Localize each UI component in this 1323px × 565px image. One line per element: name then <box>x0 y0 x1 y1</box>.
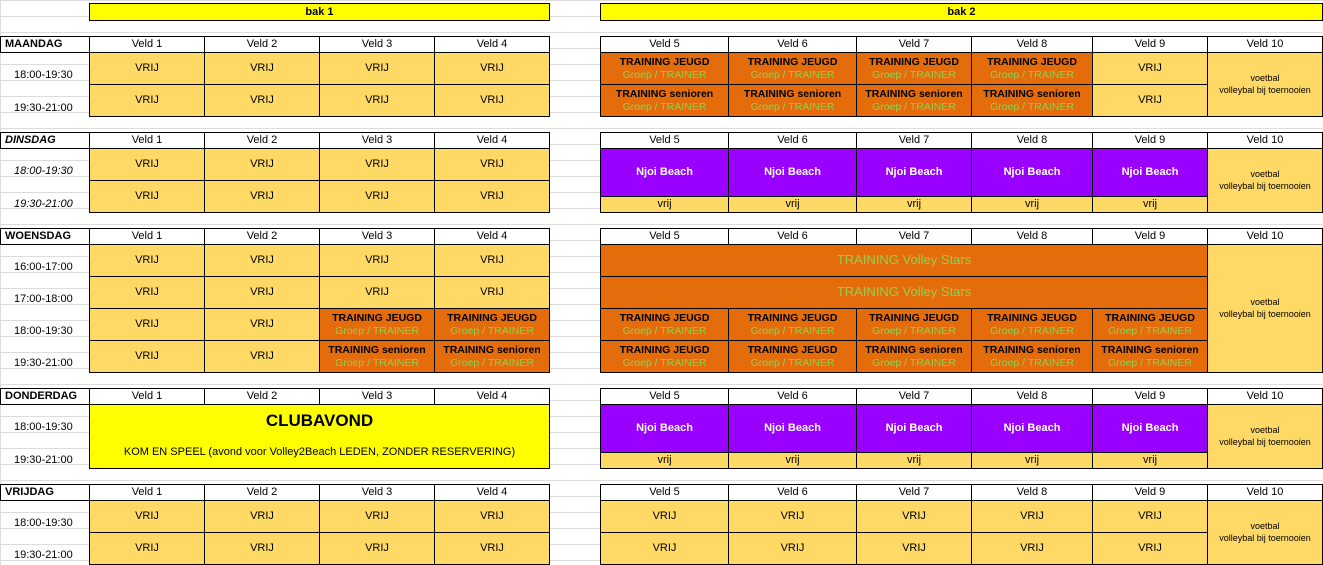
slot-vrij[interactable]: VRIJ <box>204 308 320 341</box>
col-veld2: Veld 2 <box>204 484 320 501</box>
col-veld7: Veld 7 <box>856 36 972 53</box>
slot-vrij[interactable]: vrij <box>971 452 1093 469</box>
slot-vrij[interactable]: vrij <box>971 196 1093 213</box>
time-label: 18:00-19:30 <box>14 165 73 177</box>
slot-vrij[interactable]: VRIJ <box>434 532 550 565</box>
slot-vrij[interactable]: VRIJ <box>1092 84 1208 117</box>
col-veld10: Veld 10 <box>1207 388 1323 405</box>
slot-vrij[interactable]: VRIJ <box>204 532 320 565</box>
slot-njoi-beach[interactable]: Njoi Beach <box>600 404 729 453</box>
slot-vrij[interactable]: VRIJ <box>728 532 857 565</box>
slot-training-senioren[interactable]: TRAINING JEUGD Groep / TRAINER <box>600 340 729 373</box>
day-maandag: MAANDAG <box>0 36 90 53</box>
slot-vrij[interactable]: VRIJ <box>971 532 1093 565</box>
col-veld9: Veld 9 <box>1092 484 1208 501</box>
clubavond-title: CLUBAVOND <box>89 404 550 437</box>
slot-vrij[interactable]: VRIJ <box>971 500 1093 533</box>
slot-vrij[interactable]: VRIJ <box>319 180 435 213</box>
slot-vrij[interactable]: VRIJ <box>204 340 320 373</box>
slot-njoi-beach[interactable]: Njoi Beach <box>728 148 857 197</box>
col-veld3: Veld 3 <box>319 36 435 53</box>
slot-njoi-beach[interactable]: Njoi Beach <box>1092 148 1208 197</box>
slot-vrij[interactable]: VRIJ <box>89 532 205 565</box>
slot-vrij[interactable]: VRIJ <box>204 500 320 533</box>
time-label: 19:30-21:00 <box>14 357 73 369</box>
slot-vrij[interactable]: VRIJ <box>319 532 435 565</box>
col-veld1: Veld 1 <box>89 388 205 405</box>
col-veld3: Veld 3 <box>319 388 435 405</box>
slot-vrij[interactable]: VRIJ <box>89 500 205 533</box>
slot-vrij[interactable]: VRIJ <box>856 500 972 533</box>
day-woensdag: WOENSDAG <box>0 228 90 245</box>
slot-vrij[interactable]: VRIJ <box>204 276 320 309</box>
slot-training-senioren[interactable]: TRAINING senioren Groep / TRAINER <box>319 340 435 373</box>
slot-vrij[interactable]: VRIJ <box>89 52 205 85</box>
slot-training-senioren[interactable]: TRAINING senioren Groep / TRAINER <box>856 84 972 117</box>
slot-vrij[interactable]: VRIJ <box>434 180 550 213</box>
col-veld2: Veld 2 <box>204 388 320 405</box>
col-veld9: Veld 9 <box>1092 228 1208 245</box>
col-veld1: Veld 1 <box>89 36 205 53</box>
col-veld2: Veld 2 <box>204 228 320 245</box>
slot-volley-stars[interactable]: TRAINING Volley Stars <box>600 244 1208 277</box>
slot-training-senioren[interactable]: TRAINING senioren Groep / TRAINER <box>971 84 1093 117</box>
slot-training-jeugd[interactable]: TRAINING JEUGD Groep / TRAINER <box>856 52 972 85</box>
col-veld3: Veld 3 <box>319 228 435 245</box>
slot-vrij[interactable]: VRIJ <box>434 244 550 277</box>
bak1-label: bak 1 <box>305 5 334 18</box>
time-label: 16:00-17:00 <box>14 261 73 273</box>
slot-training-senioren[interactable]: TRAINING senioren Groep / TRAINER <box>434 340 550 373</box>
slot-training-jeugd[interactable]: TRAINING JEUGD Groep / TRAINER <box>600 308 729 341</box>
slot-vrij[interactable]: VRIJ <box>89 148 205 181</box>
col-veld7: Veld 7 <box>856 132 972 149</box>
col-veld2: Veld 2 <box>204 36 320 53</box>
col-veld4: Veld 4 <box>434 36 550 53</box>
slot-vrij[interactable]: VRIJ <box>434 500 550 533</box>
col-veld7: Veld 7 <box>856 228 972 245</box>
clubavond-description: KOM EN SPEEL (avond voor Volley2Beach LEDEN, ZONDER RESERVERING) <box>89 436 550 469</box>
slot-vrij[interactable]: vrij <box>728 452 857 469</box>
slot-training-jeugd[interactable]: TRAINING JEUGD Groep / TRAINER <box>1092 308 1208 341</box>
slot-training-jeugd[interactable]: TRAINING JEUGD Groep / TRAINER <box>600 52 729 85</box>
time-label: 19:30-21:00 <box>14 102 73 114</box>
slot-training-senioren[interactable]: TRAINING senioren Groep / TRAINER <box>971 340 1093 373</box>
col-veld1: Veld 1 <box>89 132 205 149</box>
day-donderdag: DONDERDAG <box>0 388 90 405</box>
slot-training-jeugd[interactable]: TRAINING JEUGD Groep / TRAINER <box>971 308 1093 341</box>
col-veld6: Veld 6 <box>728 36 857 53</box>
slot-training-senioren[interactable]: TRAINING senioren Groep / TRAINER <box>856 340 972 373</box>
slot-vrij[interactable]: VRIJ <box>856 532 972 565</box>
slot-vrij[interactable]: vrij <box>1092 452 1208 469</box>
col-veld10: Veld 10 <box>1207 228 1323 245</box>
slot-vrij[interactable]: vrij <box>600 452 729 469</box>
day-vrijdag: VRIJDAG <box>0 484 90 501</box>
slot-vrij[interactable]: VRIJ <box>89 180 205 213</box>
col-veld8: Veld 8 <box>971 36 1093 53</box>
slot-njoi-beach[interactable]: Njoi Beach <box>1092 404 1208 453</box>
slot-vrij[interactable]: VRIJ <box>319 276 435 309</box>
slot-vrij[interactable]: VRIJ <box>204 84 320 117</box>
time-label: 18:00-19:30 <box>14 69 73 81</box>
time-label: 18:00-19:30 <box>14 421 73 433</box>
slot-vrij[interactable]: VRIJ <box>1092 532 1208 565</box>
time-label: 18:00-19:30 <box>14 517 73 529</box>
day-dinsdag: DINSDAG <box>0 132 90 149</box>
col-veld6: Veld 6 <box>728 228 857 245</box>
slot-vrij[interactable]: VRIJ <box>434 84 550 117</box>
slot-training-senioren[interactable]: TRAINING senioren Groep / TRAINER <box>728 84 857 117</box>
slot-vrij[interactable]: vrij <box>856 452 972 469</box>
slot-njoi-beach[interactable]: Njoi Beach <box>971 404 1093 453</box>
col-veld5: Veld 5 <box>600 36 729 53</box>
slot-vrij[interactable]: VRIJ <box>1092 500 1208 533</box>
col-veld8: Veld 8 <box>971 132 1093 149</box>
slot-training-senioren[interactable]: TRAINING senioren Groep / TRAINER <box>600 84 729 117</box>
time-label: 19:30-21:00 <box>14 549 73 561</box>
slot-vrij[interactable]: VRIJ <box>600 500 729 533</box>
slot-training-senioren[interactable]: TRAINING senioren Groep / TRAINER <box>1092 340 1208 373</box>
slot-vrij[interactable]: vrij <box>600 196 729 213</box>
slot-training-jeugd[interactable]: TRAINING JEUGD Groep / TRAINER <box>728 52 857 85</box>
col-veld5: Veld 5 <box>600 484 729 501</box>
col-veld2: Veld 2 <box>204 132 320 149</box>
col-veld9: Veld 9 <box>1092 36 1208 53</box>
slot-vrij[interactable]: VRIJ <box>600 532 729 565</box>
slot-vrij[interactable]: VRIJ <box>89 84 205 117</box>
col-veld7: Veld 7 <box>856 388 972 405</box>
col-veld7: Veld 7 <box>856 484 972 501</box>
slot-voetbal[interactable]: voetbal volleybal bij toernooien <box>1207 244 1323 373</box>
bak1-header <box>89 3 550 21</box>
time-label: 19:30-21:00 <box>14 198 73 210</box>
slot-vrij[interactable]: vrij <box>856 196 972 213</box>
slot-vrij[interactable]: VRIJ <box>319 52 435 85</box>
col-veld6: Veld 6 <box>728 388 857 405</box>
col-veld10: Veld 10 <box>1207 484 1323 501</box>
col-veld8: Veld 8 <box>971 388 1093 405</box>
col-veld8: Veld 8 <box>971 484 1093 501</box>
slot-vrij[interactable]: VRIJ <box>204 52 320 85</box>
slot-voetbal[interactable]: voetbal volleybal bij toernooien <box>1207 52 1323 117</box>
bak2-header <box>600 3 1323 21</box>
slot-vrij[interactable]: VRIJ <box>434 276 550 309</box>
slot-training-jeugd[interactable]: TRAINING JEUGD Groep / TRAINER <box>434 308 550 341</box>
slot-volley-stars[interactable]: TRAINING Volley Stars <box>600 276 1208 309</box>
slot-voetbal[interactable]: voetbal volleybal bij toernooien <box>1207 404 1323 469</box>
time-label: 19:30-21:00 <box>14 454 73 466</box>
col-veld6: Veld 6 <box>728 484 857 501</box>
slot-training-jeugd[interactable]: TRAINING JEUGD Groep / TRAINER <box>856 308 972 341</box>
slot-njoi-beach[interactable]: Njoi Beach <box>856 148 972 197</box>
slot-vrij[interactable]: VRIJ <box>89 340 205 373</box>
slot-training-senioren[interactable]: TRAINING JEUGD Groep / TRAINER <box>728 340 857 373</box>
slot-vrij[interactable]: vrij <box>1092 196 1208 213</box>
slot-vrij[interactable]: VRIJ <box>319 148 435 181</box>
slot-vrij[interactable]: VRIJ <box>319 84 435 117</box>
col-veld9: Veld 9 <box>1092 388 1208 405</box>
slot-voetbal[interactable]: voetbal volleybal bij toernooien <box>1207 500 1323 565</box>
slot-vrij[interactable]: VRIJ <box>89 276 205 309</box>
bak2-label: bak 2 <box>947 5 976 18</box>
col-veld1: Veld 1 <box>89 228 205 245</box>
slot-training-jeugd[interactable]: TRAINING JEUGD Groep / TRAINER <box>319 308 435 341</box>
slot-training-jeugd[interactable]: TRAINING JEUGD Groep / TRAINER <box>728 308 857 341</box>
col-veld10: Veld 10 <box>1207 132 1323 149</box>
slot-vrij[interactable]: vrij <box>728 196 857 213</box>
slot-vrij[interactable]: VRIJ <box>319 500 435 533</box>
slot-voetbal[interactable]: voetbal volleybal bij toernooien <box>1207 148 1323 213</box>
col-veld4: Veld 4 <box>434 228 550 245</box>
col-veld3: Veld 3 <box>319 484 435 501</box>
col-veld4: Veld 4 <box>434 132 550 149</box>
slot-njoi-beach[interactable]: Njoi Beach <box>728 404 857 453</box>
col-veld5: Veld 5 <box>600 132 729 149</box>
slot-vrij[interactable]: VRIJ <box>319 244 435 277</box>
col-veld10: Veld 10 <box>1207 36 1323 53</box>
slot-training-jeugd[interactable]: TRAINING JEUGD Groep / TRAINER <box>971 52 1093 85</box>
slot-njoi-beach[interactable]: Njoi Beach <box>971 148 1093 197</box>
col-veld9: Veld 9 <box>1092 132 1208 149</box>
col-veld8: Veld 8 <box>971 228 1093 245</box>
col-veld1: Veld 1 <box>89 484 205 501</box>
slot-vrij[interactable]: VRIJ <box>89 308 205 341</box>
col-veld5: Veld 5 <box>600 388 729 405</box>
col-veld4: Veld 4 <box>434 388 550 405</box>
time-label: 18:00-19:30 <box>14 325 73 337</box>
slot-vrij[interactable]: VRIJ <box>204 148 320 181</box>
slot-vrij[interactable]: VRIJ <box>89 244 205 277</box>
slot-vrij[interactable]: VRIJ <box>434 148 550 181</box>
slot-vrij[interactable]: VRIJ <box>728 500 857 533</box>
col-veld4: Veld 4 <box>434 484 550 501</box>
slot-vrij[interactable]: VRIJ <box>204 180 320 213</box>
slot-njoi-beach[interactable]: Njoi Beach <box>600 148 729 197</box>
slot-vrij[interactable]: VRIJ <box>1092 52 1208 85</box>
col-veld3: Veld 3 <box>319 132 435 149</box>
slot-njoi-beach[interactable]: Njoi Beach <box>856 404 972 453</box>
time-label: 17:00-18:00 <box>14 293 73 305</box>
slot-vrij[interactable]: VRIJ <box>204 244 320 277</box>
col-veld5: Veld 5 <box>600 228 729 245</box>
slot-vrij[interactable]: VRIJ <box>434 52 550 85</box>
col-veld6: Veld 6 <box>728 132 857 149</box>
